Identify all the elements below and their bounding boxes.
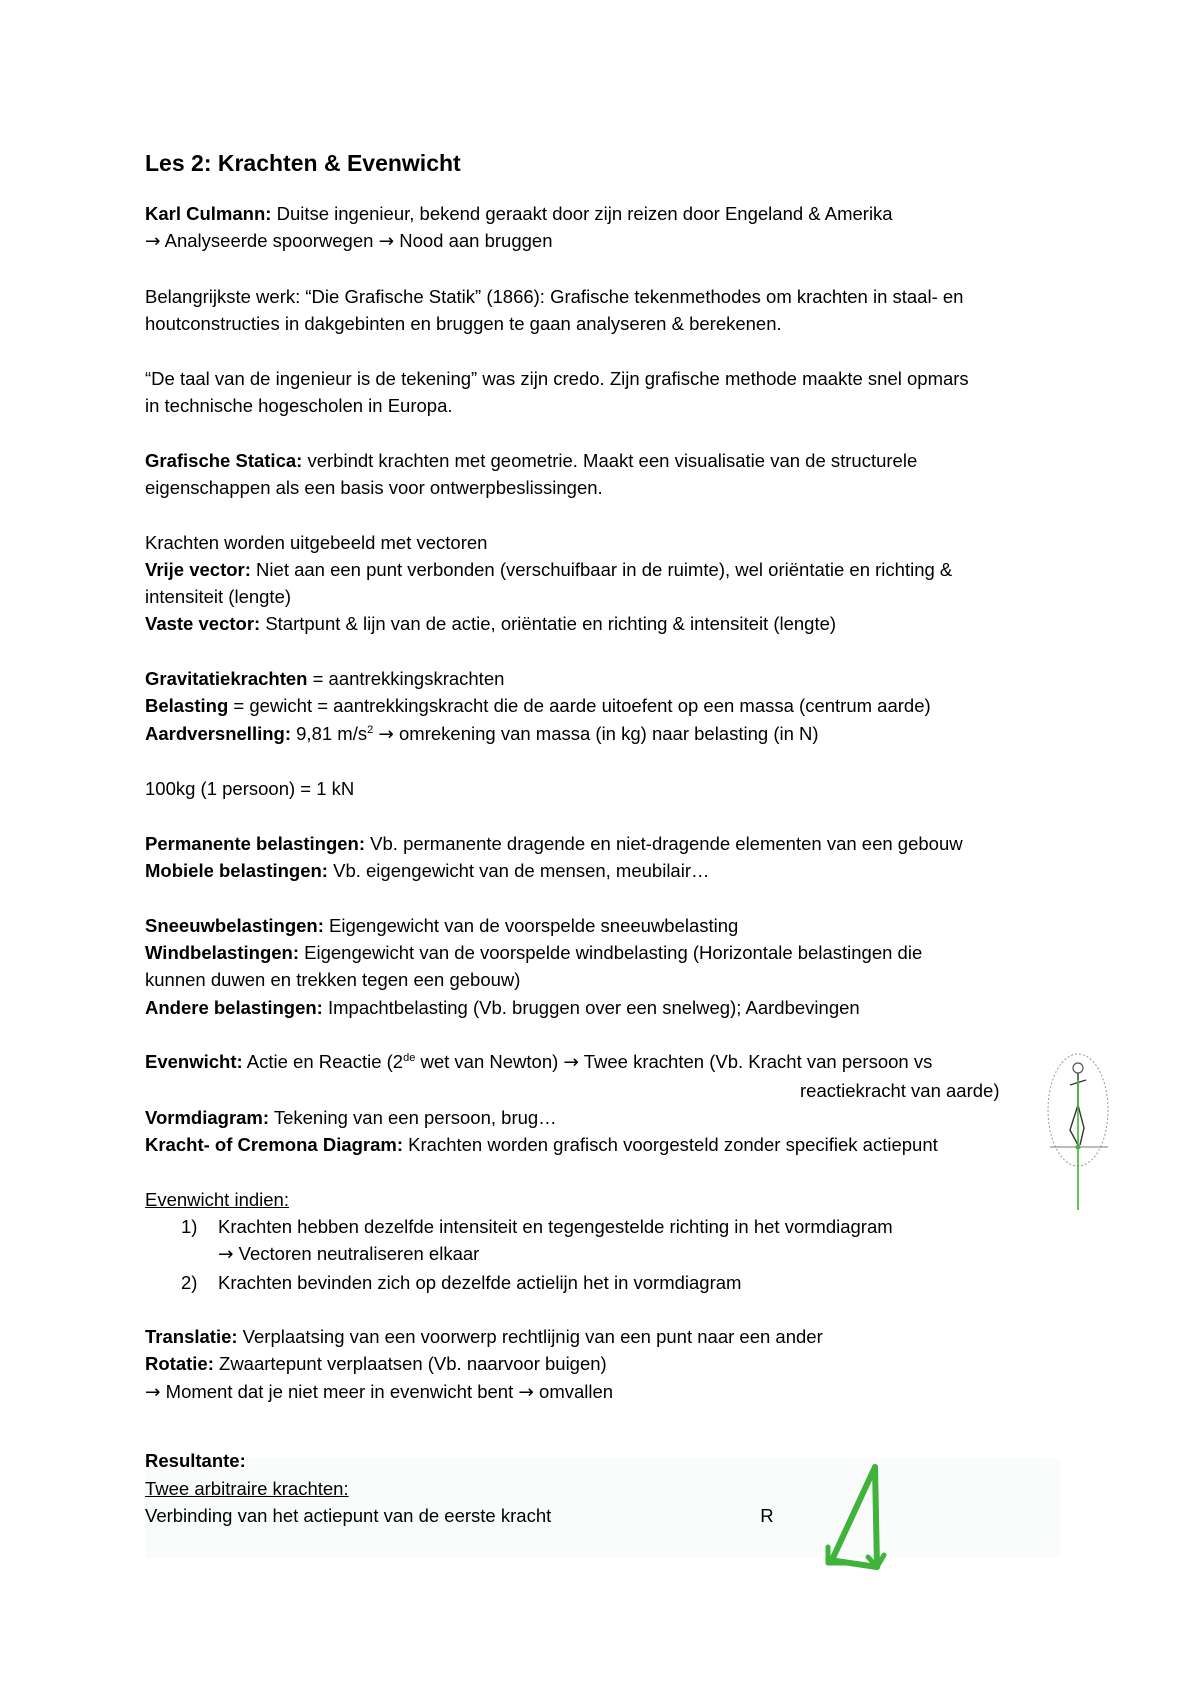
statica-line-1: Grafische Statica: verbindt krachten met geometrie. Maakt een visualisatie van de structurele — [145, 449, 918, 471]
arrow-icon: → — [218, 1244, 234, 1266]
persoon-line: 100kg (1 persoon) = 1 kN — [145, 778, 355, 800]
translatie-line: Translatie: Verplaatsing van een voorwerp rechtlijnig van een punt naar een ander — [145, 1326, 823, 1348]
sneeuw-line: Sneeuwbelastingen: Eigengewicht van de voorspelde sneeuwbelasting — [145, 914, 739, 936]
culmann-arrow-line: → Analyseerde spoorwegen → Nood aan bruggen — [145, 230, 553, 253]
wind-cont: kunnen duwen en trekken tegen een gebouw) — [145, 969, 521, 991]
resultante-sub: Twee arbitraire krachten: — [145, 1477, 349, 1499]
belasting-line: Belasting = gewicht = aantrekkingskracht die de aarde uitoefent op een massa (centrum aarde) — [145, 695, 931, 717]
werk-line-1: Belangrijkste werk: “Die Grafische Statik” (1866): Grafische tekenmethodes om krachten in staal- en — [145, 285, 964, 307]
credo-line-1: “De taal van de ingenieur is de tekening” was zijn credo. Zijn grafische methode maakte snel opmars — [145, 367, 969, 389]
page-title: Les 2: Krachten & Evenwicht — [145, 150, 461, 176]
vectoren-intro: Krachten worden uitgebeeld met vectoren — [145, 531, 488, 553]
resultant-vector — [832, 1467, 875, 1560]
contact-point — [1076, 1145, 1081, 1150]
arrow-icon: → — [378, 723, 394, 745]
arrow-icon: → — [145, 231, 161, 253]
resultant-vector-diagram — [820, 1455, 900, 1585]
werk-line-2: houtconstructies in dakgebinten en bruggen te gaan analyseren & berekenen. — [145, 313, 782, 335]
list-item: 1) Krachten hebben dezelfde intensiteit en tegengestelde richting in het vormdiagram — [181, 1215, 893, 1237]
evenwicht-line: Evenwicht: Actie en Reactie (2de wet van Newton) → Twee krachten (Vb. Kracht van persoon vs — [145, 1051, 933, 1074]
aardversnelling-line: Aardversnelling: 9,81 $m/s^2$ → omrekening van massa (in kg) naar belasting (in N) — [145, 722, 819, 745]
vaste-vector-line: Vaste vector: Startpunt & lijn van de actie, oriëntatie en richting & intensiteit (lengte) — [145, 613, 837, 635]
evenwicht-indien-heading: Evenwicht indien: — [145, 1188, 289, 1210]
permanente-line: Permanente belastingen: Vb. permanente dragende en niet-dragende elementen van een gebouw — [145, 832, 963, 854]
list-item: 2) Krachten bevinden zich op dezelfde actielijn het in vormdiagram — [181, 1271, 742, 1293]
rotatie-line: Rotatie: Zwaartepunt verplaatsen (Vb. naarvoor buigen) — [145, 1353, 607, 1375]
list-item-sub: → Vectoren neutraliseren elkaar — [218, 1243, 480, 1266]
resultante-label-r: R — [760, 1504, 774, 1526]
evenwicht-cont: reactiekracht van aarde) — [800, 1079, 1000, 1101]
vrije-vector-line: Vrije vector: Niet aan een punt verbonden (verschuifbaar in de ruimte), wel oriëntatie en richting & — [145, 558, 953, 580]
vormdiagram-line: Vormdiagram: Tekening van een persoon, brug… — [145, 1106, 557, 1128]
moment-line: → Moment dat je niet meer in evenwicht bent → omvallen — [145, 1380, 614, 1403]
arrow-icon: → — [563, 1052, 579, 1074]
document-page — [145, 148, 1065, 1529]
wind-line: Windbelastingen: Eigengewicht van de voorspelde windbelasting (Horizontale belastingen die — [145, 942, 923, 964]
andere-line: Andere belastingen: Impachtbelasting (Vb. bruggen over een snelweg); Aardbevingen — [145, 996, 860, 1018]
mobiele-line: Mobiele belastingen: Vb. eigengewicht van de mensen, meubilair… — [145, 860, 710, 882]
statica-line-2: eigenschappen als een basis voor ontwerpbeslissingen. — [145, 476, 603, 498]
cremona-line: Kracht- of Cremona Diagram: Krachten worden grafisch voorgesteld zonder specifiek actiepunt — [145, 1134, 938, 1156]
arrow-icon: → — [145, 1381, 161, 1403]
resultante-text: Verbinding van het actiepunt van de eerste kracht R — [145, 1504, 774, 1526]
arrow-icon: → — [518, 1381, 534, 1403]
arrow-icon: → — [378, 231, 395, 253]
vrije-vector-cont: intensiteit (lengte) — [145, 586, 292, 608]
resultante-heading: Resultante: — [145, 1450, 246, 1472]
culmann-line: Karl Culmann: Duitse ingenieur, bekend geraakt door zijn reizen door Engeland & Amerika — [145, 203, 893, 224]
stick-figure-diagram — [1040, 1050, 1120, 1210]
force-vector-a — [875, 1467, 877, 1567]
gravitatie-line: Gravitatiekrachten = aantrekkingskrachten — [145, 668, 505, 690]
credo-line-2: in technische hogescholen in Europa. — [145, 395, 453, 417]
figure-head — [1073, 1063, 1083, 1073]
